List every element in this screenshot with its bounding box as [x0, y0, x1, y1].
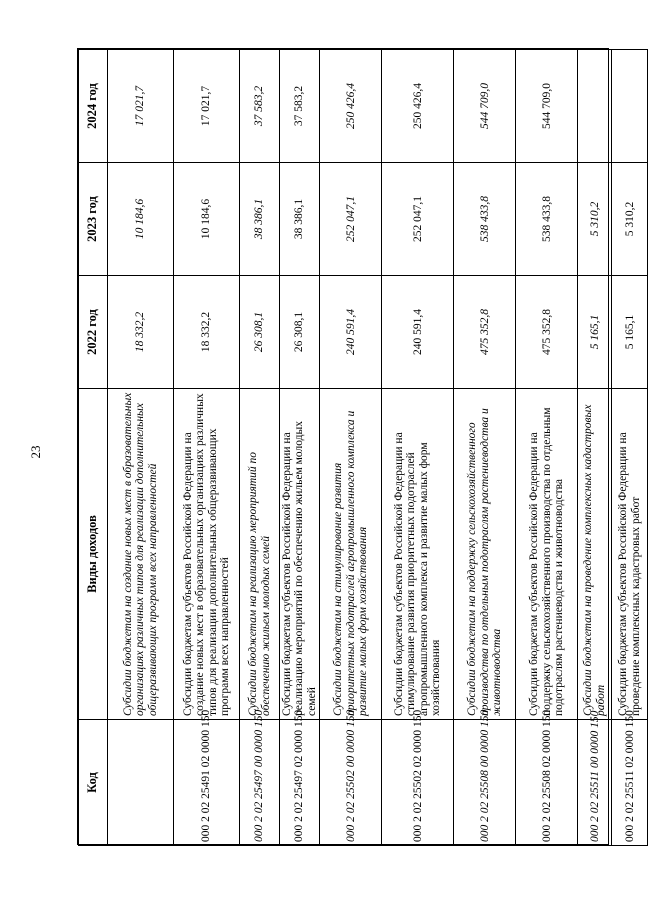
row-value-2022: 240 591,4 [382, 276, 454, 389]
row-description: Субсидии бюджетам субъектов Российской Федерации на проведение комплексных кадастровых работ [612, 389, 648, 720]
row-code: 000 2 02 25497 00 0000 150 [240, 720, 280, 846]
table-body [108, 50, 648, 846]
header-code: Код [79, 720, 108, 846]
row-value-2024: 17 021,7 [174, 50, 240, 163]
row-value-2022: 5 165,1 [578, 276, 612, 389]
row-value-2023: 252 047,1 [382, 163, 454, 276]
row-code: 000 2 02 25491 02 0000 150 [174, 720, 240, 846]
row-value-2022: 18 332,2 [108, 276, 174, 389]
table-row [174, 50, 240, 846]
table-row [578, 50, 612, 846]
row-value-2022: 26 308,1 [280, 276, 320, 389]
row-value-2022: 240 591,4 [320, 276, 382, 389]
row-code: 000 2 02 25508 02 0000 150 [516, 720, 578, 846]
row-value-2024: 544 709,0 [454, 50, 516, 163]
header-2023: 2023 год [79, 163, 108, 276]
table-row [240, 50, 280, 846]
row-description: Субсидии бюджетам на проведение комплексных кадастровых работ [578, 389, 612, 720]
row-value-2023: 38 386,1 [240, 163, 280, 276]
row-value-2022: 475 352,8 [516, 276, 578, 389]
row-value-2023: 5 310,2 [578, 163, 612, 276]
revenue-table-container [77, 48, 642, 845]
row-value-2024: 17 021,7 [108, 50, 174, 163]
table-row [280, 50, 320, 846]
table-row [108, 50, 174, 846]
row-value-2024 [578, 50, 612, 163]
row-value-2022: 475 352,8 [454, 276, 516, 389]
row-description: Субсидии бюджетам субъектов Российской Федерации на поддержку сельскохозяйственного производства по отдельным подотраслям растениеводства и животноводства [516, 389, 578, 720]
row-value-2022: 18 332,2 [174, 276, 240, 389]
row-description: Субсидии бюджетам субъектов Российской Федерации на реализацию мероприятий по обеспечению жильем молодых семей [280, 389, 320, 720]
header-row [79, 50, 108, 846]
rotated-table-layer [78, 49, 642, 846]
table-row [382, 50, 454, 846]
row-value-2024 [612, 50, 648, 163]
table-row [612, 50, 648, 846]
row-code: 000 2 02 25502 02 0000 150 [382, 720, 454, 846]
row-code: 000 2 02 25511 02 0000 150 [612, 720, 648, 846]
row-value-2023: 38 386,1 [280, 163, 320, 276]
table-row [516, 50, 578, 846]
row-value-2023: 252 047,1 [320, 163, 382, 276]
row-value-2023: 10 184,6 [108, 163, 174, 276]
row-value-2023: 5 310,2 [612, 163, 648, 276]
row-code: 000 2 02 25508 00 0000 150 [454, 720, 516, 846]
revenue-table [78, 49, 648, 846]
row-value-2024: 37 583,2 [240, 50, 280, 163]
row-code: 000 2 02 25497 02 0000 150 [280, 720, 320, 846]
row-value-2024: 544 709,0 [516, 50, 578, 163]
row-description: Субсидии бюджетам субъектов Российской Федерации на стимулирование развития приоритетных подотраслей агропромышленного комплекса и развитие малых форм хозяйствования [382, 389, 454, 720]
row-value-2024: 250 426,4 [320, 50, 382, 163]
table-row [454, 50, 516, 846]
table-row [320, 50, 382, 846]
row-value-2022: 5 165,1 [612, 276, 648, 389]
row-value-2023: 538 433,8 [454, 163, 516, 276]
page-number: 23 [28, 445, 43, 459]
row-description: Субсидии бюджетам на реализацию мероприятий по обеспечению жильем молодых семей [240, 389, 280, 720]
row-description: Субсидии бюджетам на поддержку сельскохозяйственного производства по отдельным подотраслям растениеводства и животноводства [454, 389, 516, 720]
row-description: Субсидии бюджетам на стимулирование развития приоритетных подотраслей агропромышленного комплекса и развитие малых форм хозяйствования [320, 389, 382, 720]
header-2024: 2024 год [79, 50, 108, 163]
row-description: Субсидии бюджетам субъектов Российской Федерации на создание новых мест в образовательных организациях различных типов для реализации дополнительных общеразвивающих программ всех направленностей [174, 389, 240, 720]
row-value-2023: 10 184,6 [174, 163, 240, 276]
row-value-2024: 37 583,2 [280, 50, 320, 163]
row-description: Субсидии бюджетам на создание новых мест в образовательных организациях различных типов для реализации дополнительных общеразвивающих программ всех направленностей [108, 389, 174, 720]
row-value-2022: 26 308,1 [240, 276, 280, 389]
row-code: 000 2 02 25502 00 0000 150 [320, 720, 382, 846]
row-code [108, 720, 174, 846]
header-revenue-type: Виды доходов [79, 389, 108, 720]
row-value-2024: 250 426,4 [382, 50, 454, 163]
row-value-2023: 538 433,8 [516, 163, 578, 276]
row-code: 000 2 02 25511 00 0000 150 [578, 720, 612, 846]
header-2022: 2022 год [79, 276, 108, 389]
